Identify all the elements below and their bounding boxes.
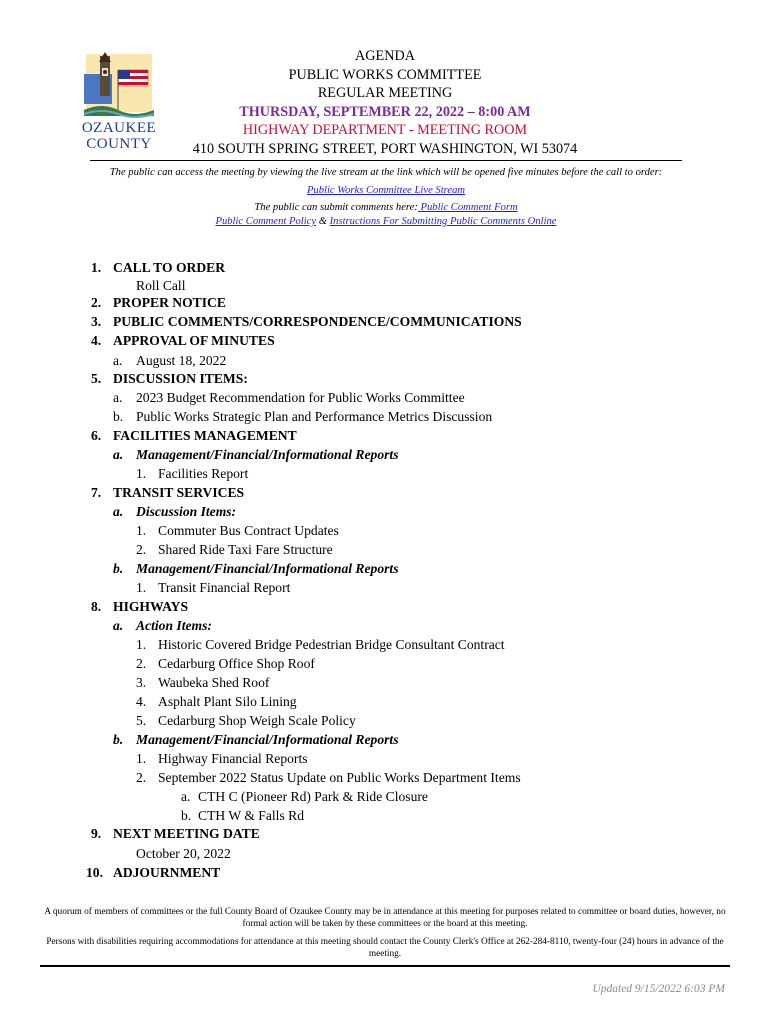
- header-divider: [90, 160, 682, 161]
- live-stream-link[interactable]: Public Works Committee Live Stream: [306, 185, 466, 197]
- meeting-date: THURSDAY, SEPTEMBER 22, 2022 – 8:00 AM: [239, 103, 531, 120]
- item-title: PROPER NOTICE: [113, 295, 226, 310]
- item-title: DISCUSSION ITEMS:: [113, 371, 248, 386]
- footer-divider: [40, 965, 730, 967]
- meeting-type: REGULAR MEETING: [317, 85, 453, 102]
- agenda-item-8a5: 5. Cedarburg Shop Weigh Scale Policy: [136, 713, 356, 728]
- ampersand: &: [316, 215, 330, 227]
- agenda-item-8b2b: b. CTH W & Falls Rd: [181, 808, 304, 823]
- header-title: AGENDA: [355, 48, 415, 64]
- committee-name: PUBLIC WORKS COMMITTEE: [288, 66, 482, 83]
- agenda-item-7a: a. Discussion Items:: [113, 504, 237, 519]
- agenda-item-4: 4. APPROVAL OF MINUTES: [91, 333, 275, 348]
- agenda-item-6a1: 1. Facilities Report: [136, 466, 249, 481]
- agenda-item-10: 10. ADJOURNMENT: [86, 865, 221, 880]
- instructions-link[interactable]: Instructions For Submitting Public Comments Online: [329, 215, 557, 227]
- agenda-item-1: 1. CALL TO ORDER: [91, 260, 226, 275]
- agenda-item-9-sub: October 20, 2022: [136, 846, 231, 861]
- agenda-item-6a: a. Management/Financial/Informational Reports: [113, 447, 399, 462]
- meeting-location: HIGHWAY DEPARTMENT - MEETING ROOM: [242, 122, 528, 139]
- ozaukee-county-logo: [82, 52, 156, 152]
- public-access-notice: [90, 166, 682, 229]
- agenda-item-8a4: 4. Asphalt Plant Silo Lining: [136, 694, 297, 709]
- comments-prefix: The public can submit comments here:: [254, 201, 418, 213]
- agenda-item-5: 5. DISCUSSION ITEMS:: [91, 371, 248, 386]
- comment-form-link[interactable]: Public Comment Form: [417, 201, 518, 213]
- agenda-item-8a: a. Action Items:: [113, 618, 212, 633]
- agenda-item-8a3: 3. Waubeka Shed Roof: [136, 675, 270, 690]
- item-title: TRANSIT SERVICES: [113, 485, 245, 500]
- agenda-item-3: 3. PUBLIC COMMENTS/CORRESPONDENCE/COMMUNICATIONS: [91, 314, 522, 329]
- notice-text: The public can access the meeting by viewing the live stream at the link which will be opened five minutes before the call to order:: [109, 167, 663, 178]
- logo-text-line2: COUNTY: [86, 136, 152, 152]
- agenda-item-8: 8. HIGHWAYS: [91, 599, 189, 614]
- agenda-item-5b: b. Public Works Strategic Plan and Performance Metrics Discussion: [113, 409, 493, 424]
- agenda-item-9: 9. NEXT MEETING DATE: [91, 826, 260, 841]
- agenda-item-7a1: 1. Commuter Bus Contract Updates: [136, 523, 339, 538]
- item-title: HIGHWAYS: [113, 599, 189, 614]
- agenda-item-7a2: 2. Shared Ride Taxi Fare Structure: [136, 542, 333, 557]
- agenda-item-5a: a. 2023 Budget Recommendation for Public Works Committee: [113, 390, 465, 405]
- agenda-item-4a: a. August 18, 2022: [113, 353, 227, 368]
- agenda-item-8b2: 2. September 2022 Status Update on Public Works Department Items: [136, 770, 521, 785]
- agenda-item-6: 6. FACILITIES MANAGEMENT: [91, 428, 297, 443]
- agenda-item-7: 7. TRANSIT SERVICES: [91, 485, 245, 500]
- updated-timestamp: Updated 9/15/2022 6:03 PM: [592, 983, 725, 995]
- agenda-item-2: 2. PROPER NOTICE: [91, 295, 226, 310]
- agenda-item-8b1: 1. Highway Financial Reports: [136, 751, 308, 766]
- agenda-item-8a1: 1. Historic Covered Bridge Pedestrian Bridge Consultant Contract: [136, 637, 505, 652]
- item-title: CALL TO ORDER: [113, 260, 226, 275]
- item-title: ADJOURNMENT: [113, 865, 221, 880]
- logo-text-line1: OZAUKEE: [82, 120, 156, 136]
- agenda-item-8b2a: a. CTH C (Pioneer Rd) Park & Ride Closure: [181, 789, 428, 804]
- item-title: FACILITIES MANAGEMENT: [113, 428, 297, 443]
- agenda-item-7b1: 1. Transit Financial Report: [136, 580, 291, 595]
- item-title: APPROVAL OF MINUTES: [113, 333, 275, 348]
- agenda-item-8b: b. Management/Financial/Informational Reports: [113, 732, 399, 747]
- meeting-address: 410 SOUTH SPRING STREET, PORT WASHINGTON, WI 53074: [192, 140, 578, 157]
- agenda-item-7b: b. Management/Financial/Informational Reports: [113, 561, 399, 576]
- quorum-notice: A quorum of members of committees or the full County Board of Ozaukee County may be in attendance at this meeting for purposes related to committee or board duties, however, no formal action will be taken by these committees or the board at this meeting.: [44, 907, 726, 930]
- agenda-item-1-sub: Roll Call: [136, 278, 186, 293]
- item-title: PUBLIC COMMENTS/CORRESPONDENCE/COMMUNICATIONS: [113, 314, 522, 329]
- agenda-item-8a2: 2. Cedarburg Office Shop Roof: [136, 656, 315, 671]
- item-title: NEXT MEETING DATE: [113, 826, 260, 841]
- accessibility-notice: Persons with disabilities requiring accommodations for attendance at this meeting should contact the County Clerk's Office at 262-284-8110, twenty-four (24) hours in advance of the meeting.: [46, 937, 724, 960]
- comment-policy-link[interactable]: Public Comment Policy: [215, 215, 317, 227]
- agenda-header: [160, 47, 610, 159]
